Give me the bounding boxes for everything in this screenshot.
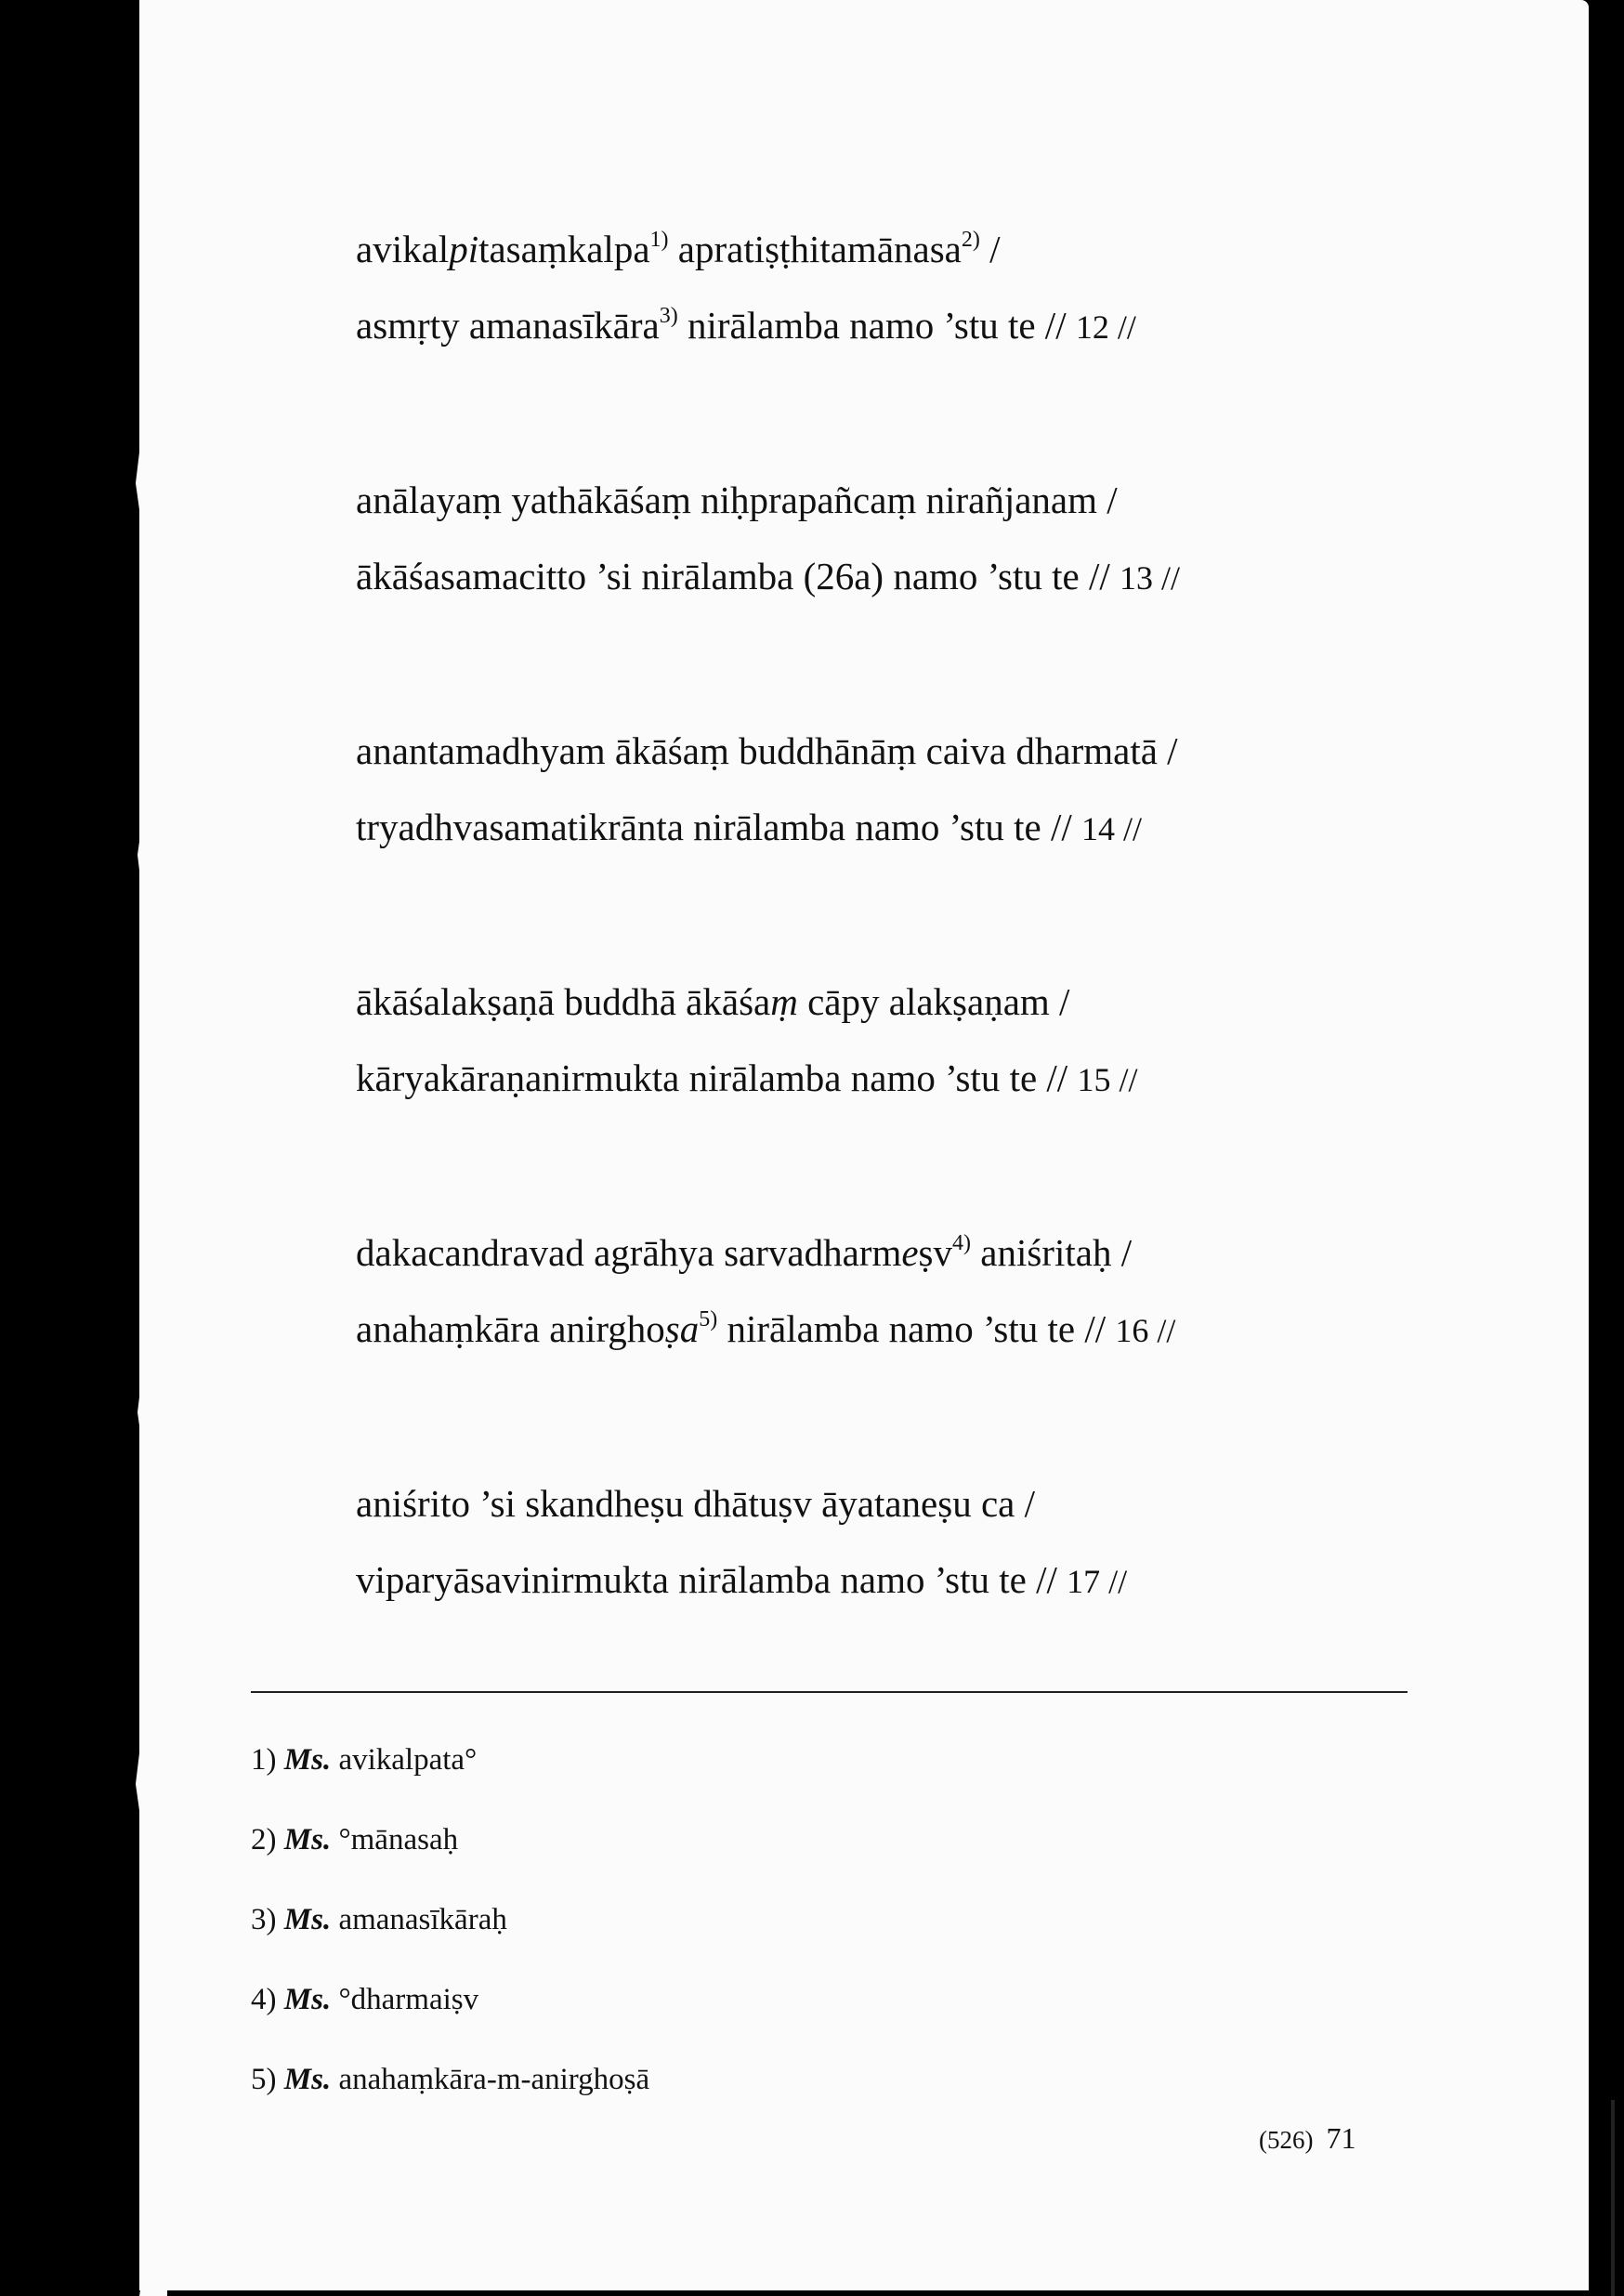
verse-end: // — [1153, 559, 1181, 597]
verse-line — [356, 1558, 1128, 1637]
verse-line — [356, 1307, 1176, 1386]
footnote-text: amanasīkāraḥ — [338, 1903, 507, 1936]
verse-number: 16 — [1115, 1312, 1149, 1349]
verse-14 — [356, 729, 1178, 885]
footnote-text: °mānasaḥ — [338, 1823, 459, 1856]
ms-abbrev: Ms. — [283, 1983, 332, 2016]
verse-line — [356, 1056, 1138, 1135]
verse-number: 12 — [1075, 308, 1109, 346]
text-run: ākāśalakṣaṇā buddhā ākāśa — [356, 980, 771, 1023]
italic-run: e — [901, 1231, 919, 1274]
text-run: nirālamba namo ’stu te // — [677, 304, 1067, 347]
italic-run: ṣa — [664, 1307, 700, 1350]
ms-abbrev: Ms. — [283, 1823, 332, 1856]
text-run: aniśritaḥ / — [971, 1231, 1133, 1274]
ms-abbrev: Ms. — [283, 2063, 332, 2096]
verse-line — [356, 1231, 1175, 1310]
verse-line — [356, 808, 1178, 885]
page-edge-line — [1611, 2100, 1615, 2296]
verse-number: 13 — [1120, 559, 1154, 597]
footnote-text: avikalpata° — [338, 1743, 478, 1777]
footnote — [251, 1983, 649, 2063]
text-run: viparyāsavinirmukta nirālamba namo ’stu te // — [356, 1558, 1057, 1601]
ms-abbrev: Ms. — [283, 1903, 332, 1936]
verse-number: 17 — [1067, 1563, 1101, 1600]
verse-end: // — [1148, 1312, 1176, 1349]
verse-15 — [356, 980, 1138, 1135]
footnote-text: anahaṃkāra-m-anirghoṣā — [338, 2063, 650, 2096]
footnote-ref: 5) — [699, 1307, 718, 1332]
text-run: kāryakāraṇanirmukta nirālamba namo ’stu te // — [356, 1056, 1068, 1099]
footnote-number: 2) — [251, 1823, 277, 1856]
page-number-secondary: (526) — [1259, 2126, 1314, 2154]
verse-line: anantamadhyam ākāśaṃ buddhānāṃ caiva dharmatā / — [356, 729, 1178, 772]
verse-17 — [356, 1482, 1128, 1637]
footnote-number: 4) — [251, 1983, 277, 2016]
verse-12 — [356, 230, 1136, 383]
footnote — [251, 1743, 649, 1823]
verse-end: // — [1115, 810, 1143, 847]
verse-number: 15 — [1077, 1061, 1111, 1098]
text-run: nirālamba namo ’stu te // — [717, 1307, 1107, 1350]
footnote-rule — [251, 1691, 1408, 1693]
footnote — [251, 1823, 649, 1903]
footnote — [251, 1903, 649, 1983]
footnote-number: 5) — [251, 2063, 277, 2096]
footnote-ref: 1) — [649, 228, 669, 253]
footnote-text: °dharmaiṣv — [338, 1983, 479, 2016]
italic-run: pi — [449, 228, 479, 270]
footnote-number: 3) — [251, 1903, 277, 1936]
text-run: tasaṃkalpa — [478, 228, 650, 270]
text-run: ākāśasamacitto ’si nirālamba (26a) namo ’stu te // — [356, 555, 1110, 597]
verse-line — [356, 304, 1136, 383]
page-number-primary: 71 — [1326, 2121, 1356, 2155]
italic-run: ṃ — [770, 980, 798, 1023]
text-run: cāpy alakṣaṇam / — [797, 980, 1070, 1023]
footnote — [251, 2063, 649, 2143]
ms-abbrev: Ms. — [283, 1743, 332, 1777]
footnotes — [251, 1743, 649, 2143]
footnote-ref: 3) — [659, 304, 678, 329]
text-run: avikal — [356, 228, 450, 270]
page-number — [1259, 2121, 1356, 2156]
verse-16 — [356, 1231, 1176, 1386]
verse-end: // — [1100, 1563, 1128, 1600]
verse-line: aniśrito ’si skandheṣu dhātuṣv āyataneṣu ca / — [356, 1482, 1035, 1525]
verse-13 — [356, 481, 1180, 634]
verse-end: // — [1108, 308, 1136, 346]
footnote-ref: 4) — [952, 1231, 972, 1256]
text-run: anahaṃkāra anirgho — [356, 1307, 665, 1350]
footnote-number: 1) — [251, 1743, 277, 1777]
verse-line — [356, 230, 1136, 307]
footnote-ref: 2) — [961, 228, 980, 253]
verse-line — [356, 555, 1181, 634]
verse-end: // — [1110, 1061, 1138, 1098]
text-run: dakacandravad agrāhya sarvadharm — [356, 1231, 902, 1274]
verse-line: anālayaṃ yathākāśaṃ niḥprapañcaṃ nirañjanam / — [356, 479, 1118, 521]
verse-line — [356, 980, 1137, 1059]
verse-number: 14 — [1081, 810, 1116, 847]
text-run: apratiṣṭhitamānasa — [668, 228, 962, 270]
text-run: ṣv — [918, 1231, 953, 1274]
text-run: tryadhvasamatikrānta nirālamba namo ’stu te // — [356, 806, 1072, 848]
text-run: / — [979, 228, 1001, 270]
text-run: asmṛty amanasīkāra — [356, 304, 660, 347]
